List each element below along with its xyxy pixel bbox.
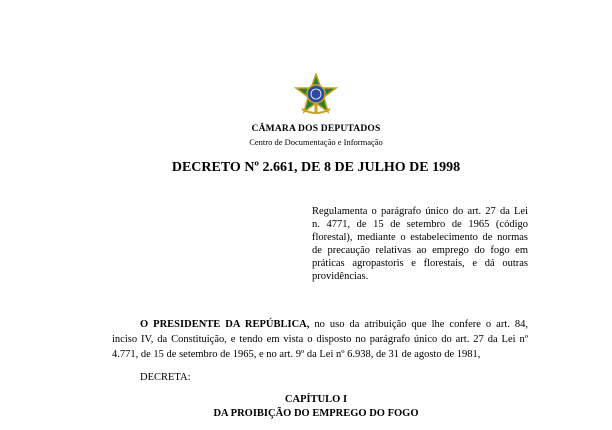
documentation-center-name: Centro de Documentação e Informação (249, 137, 383, 147)
summary-line: de precaução relativas ao emprego do fogo em (312, 245, 528, 256)
decreta-label: DECRETA: (140, 372, 191, 383)
preamble-text: no uso da atribuição que lhe confere o art. 84, (314, 319, 528, 330)
preamble-line: 4.771, de 15 de setembro de 1965, e no art. 9º da Lei nº 6.938, de 31 de agosto de 1981, (112, 349, 481, 360)
summary-line: Regulamenta o parágrafo único do art. 27 da Lei (312, 206, 528, 217)
summary-line: n. 4771, de 15 de setembro de 1965 (código (312, 219, 528, 230)
preamble-line: inciso IV, da Constituição, e tendo em vista o disposto no parágrafo único do art. 27 da Lei nº (112, 334, 528, 345)
summary-line: florestal), mediante o estabelecimento de normas (312, 232, 528, 243)
preamble-paragraph (112, 317, 528, 362)
president-heading: O PRESIDENTE DA REPÚBLICA, (140, 319, 310, 330)
decree-title: DECRETO Nº 2.661, DE 8 DE JULHO DE 1998 (171, 160, 461, 175)
chamber-name: CÂMARA DOS DEPUTADOS (251, 124, 381, 134)
coat-of-arms-emblem (294, 73, 338, 117)
chapter-title: DA PROIBIÇÃO DO EMPREGO DO FOGO (213, 408, 419, 419)
summary-line: práticas agropastoris e florestais, e dá outras (312, 258, 528, 269)
decree-summary (312, 205, 528, 283)
chapter-number: CAPÍTULO I (284, 394, 348, 405)
summary-line: providências. (312, 271, 369, 282)
preamble-line (112, 317, 528, 332)
